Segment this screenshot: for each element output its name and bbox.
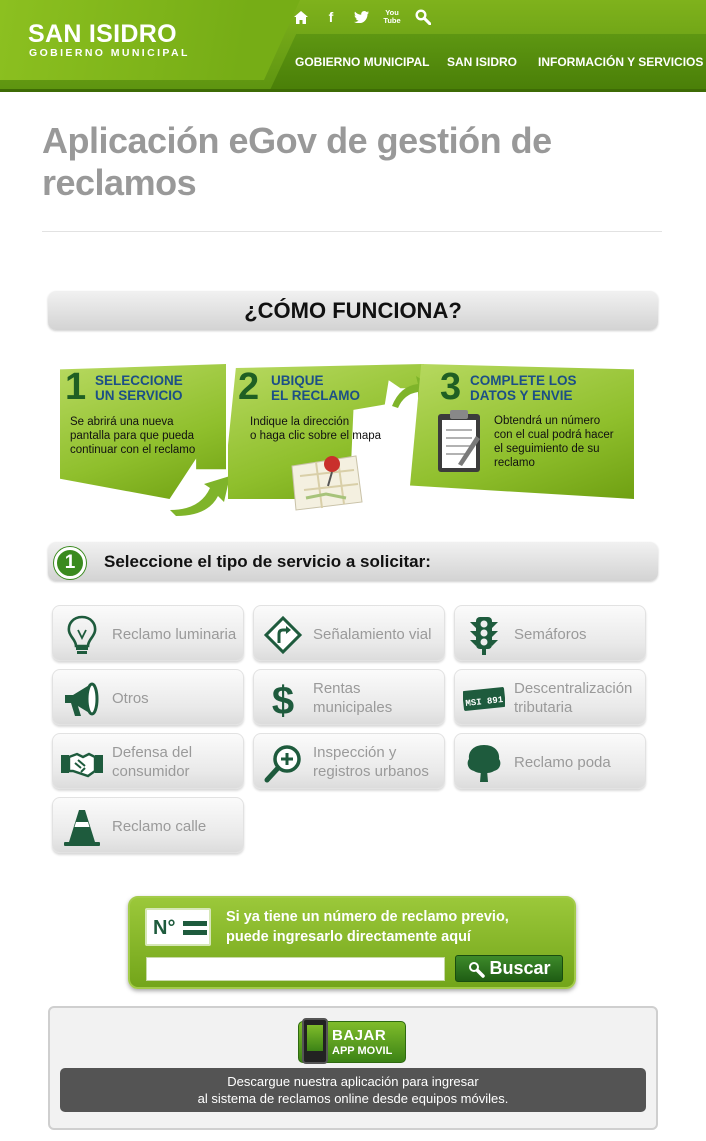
map-pin-icon — [286, 446, 364, 512]
service-label: Reclamo luminaria — [112, 625, 237, 643]
service-descentralizacion-tributaria-button[interactable] — [454, 669, 646, 725]
phone-icon — [302, 1018, 328, 1064]
step-2-text-2: o haga clic sobre el mapa — [250, 430, 382, 442]
claim-number-icon-text: N° — [153, 917, 176, 939]
download-app-line-2[interactable]: APP MOVIL — [332, 1045, 393, 1057]
youtube-label-bottom: Tube — [383, 16, 401, 25]
step-2-heading-2: EL RECLAMO — [271, 388, 361, 403]
claim-instructions — [226, 907, 509, 947]
search-claim-button[interactable] — [455, 955, 563, 982]
clipboard-icon — [436, 408, 484, 474]
claim-instructions-line-2: puede ingresarlo directamente aquí — [226, 929, 471, 945]
step-3-text-1: Obtendrá un número — [494, 415, 601, 427]
step-3-heading-1: COMPLETE LOS — [470, 373, 577, 388]
handshake-icon — [61, 742, 103, 784]
step-number-badge: 1 — [54, 547, 86, 579]
step-1-text-1: Se abrirá una nueva — [70, 416, 174, 428]
download-app-line-1[interactable]: BAJAR — [332, 1027, 387, 1044]
search-icon[interactable] — [414, 8, 432, 26]
service-reclamo-calle-button[interactable] — [52, 797, 244, 853]
header-bottom-line — [0, 89, 706, 92]
license-plate-icon — [463, 678, 505, 720]
megaphone-icon — [61, 678, 103, 720]
page-title: Aplicación eGov de gestión de reclamos — [42, 120, 552, 203]
search-icon — [467, 960, 485, 978]
nav-gobierno-municipal[interactable]: GOBIERNO MUNICIPAL — [295, 55, 430, 69]
claim-number-icon — [145, 908, 211, 946]
how-it-works-title: ¿CÓMO FUNCIONA? — [244, 298, 462, 323]
search-claim-button-label: Buscar — [489, 958, 551, 978]
service-inspeccion-registros-button[interactable] — [253, 733, 445, 789]
phone-screen — [307, 1025, 323, 1051]
service-label: Otros — [112, 689, 149, 707]
step-1-heading-2: UN SERVICIO — [95, 388, 183, 403]
home-icon[interactable] — [292, 8, 310, 26]
youtube-icon[interactable] — [382, 8, 402, 26]
site-header — [0, 0, 706, 92]
magnifier-plus-icon — [262, 742, 304, 784]
step-2-text-1: Indique la dirección — [250, 416, 350, 428]
select-service-title: Seleccione el tipo de servicio a solicitar: — [104, 552, 431, 571]
twitter-icon[interactable] — [352, 8, 370, 26]
step-2-heading-1: UBIQUE — [271, 373, 324, 388]
traffic-light-icon — [463, 614, 505, 656]
step-1-text-3: continuar con el reclamo — [70, 444, 196, 456]
step-3-digit: 3 — [440, 366, 462, 408]
tree-icon — [463, 742, 505, 784]
step-1-arrow-icon — [170, 470, 232, 516]
dollar-icon — [262, 678, 304, 720]
logo-title[interactable]: SAN ISIDRO — [28, 20, 177, 48]
step-3-heading-2: DATOS Y ENVIE — [470, 388, 573, 403]
service-otros-button[interactable] — [52, 669, 244, 725]
svg-text:$: $ — [271, 679, 295, 720]
service-label: Reclamo poda — [514, 753, 611, 771]
claim-number-input[interactable] — [146, 957, 445, 981]
youtube-label-top: You — [385, 8, 399, 17]
step-2-digit: 2 — [238, 366, 260, 408]
claim-instructions-line-1: Si ya tiene un número de reclamo previo, — [226, 909, 509, 925]
step-3-text-3: el seguimiento de su — [494, 443, 600, 455]
app-description: Descargue nuestra aplicación para ingresar al sistema de reclamos online desde equipos móviles. — [60, 1068, 646, 1112]
service-label: Rentas municipales — [313, 680, 393, 716]
service-label: Descentralización tributaria — [514, 680, 633, 716]
title-divider — [42, 231, 662, 232]
claim-icon-bar-1 — [183, 921, 207, 926]
step-3-text-4: reclamo — [494, 457, 535, 469]
plate-text: MSI 891 — [464, 695, 504, 709]
service-label: Defensa del consumidor — [112, 744, 193, 780]
service-rentas-municipales-button[interactable] — [253, 669, 445, 725]
lightbulb-icon — [61, 614, 103, 656]
service-semaforos-button[interactable] — [454, 605, 646, 661]
nav-san-isidro[interactable]: SAN ISIDRO — [447, 55, 518, 69]
service-defensa-consumidor-button[interactable] — [52, 733, 244, 789]
service-reclamo-poda-button[interactable] — [454, 733, 646, 789]
step-3-text-2: con el cual podrá hacer — [494, 429, 614, 441]
step-1-digit: 1 — [65, 366, 87, 408]
service-label: Semáforos — [514, 625, 587, 643]
claim-icon-bar-2 — [183, 930, 207, 935]
traffic-cone-icon — [61, 806, 103, 848]
logo-subtitle[interactable]: GOBIERNO MUNICIPAL — [29, 47, 190, 59]
step-1-heading-1: SELECCIONE — [95, 373, 183, 388]
service-label: Reclamo calle — [112, 817, 207, 835]
nav-informacion-servicios[interactable]: INFORMACIÓN Y SERVICIOS — [538, 55, 704, 69]
step-1-text-2: pantalla para que pueda — [70, 430, 195, 442]
service-senalamiento-vial-button[interactable] — [253, 605, 445, 661]
service-label: Señalamiento vial — [313, 625, 432, 643]
service-label: Inspección y registros urbanos — [313, 744, 429, 780]
road-sign-icon — [262, 614, 304, 656]
service-reclamo-luminaria-button[interactable] — [52, 605, 244, 661]
facebook-icon[interactable]: f — [328, 9, 334, 25]
